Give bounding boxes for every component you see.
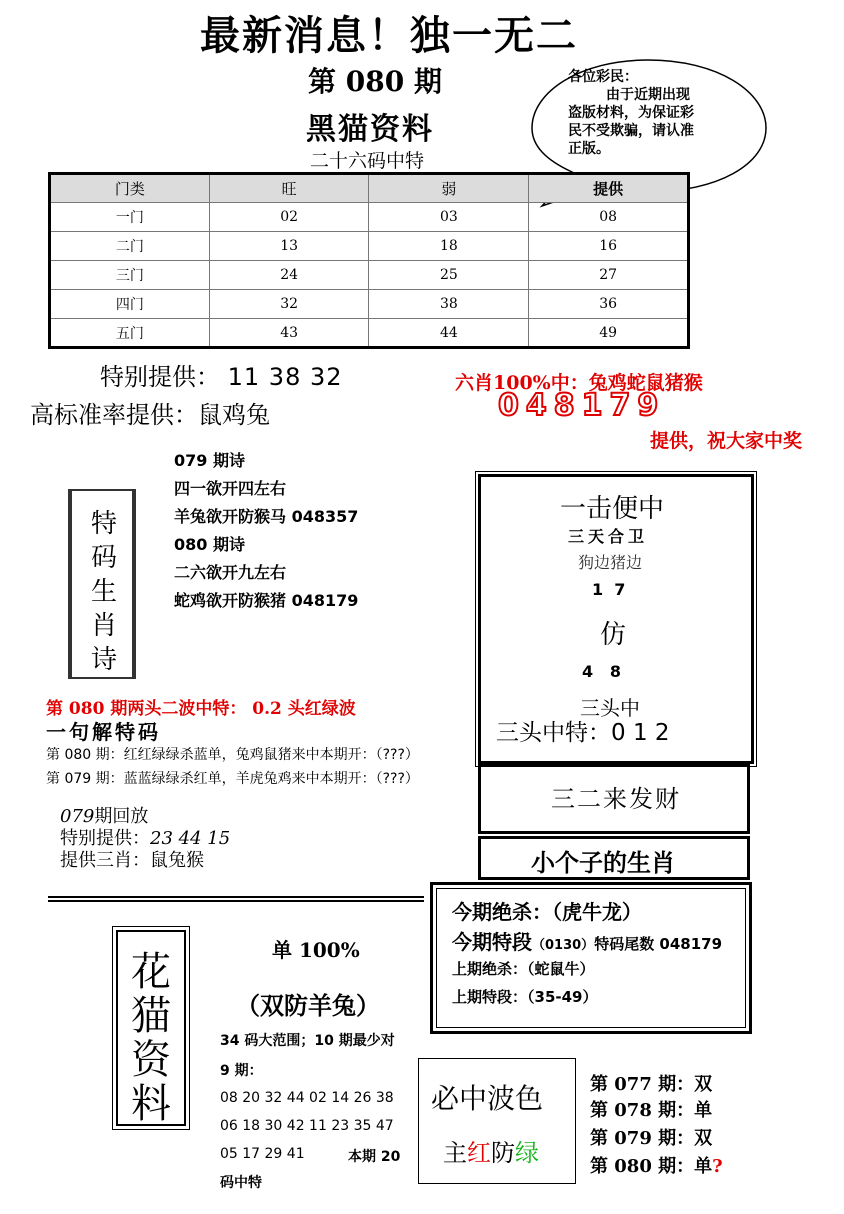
range-line: 码中特: [220, 1175, 262, 1191]
poem-line: 蛇鸡欲开防猴猪 048179: [174, 591, 359, 610]
period-line: 第 079 期：蓝蓝绿绿杀红单，羊虎兔鸡来中本期开：（???）: [46, 771, 419, 787]
review-block: [60, 806, 230, 872]
table-header: 门类: [50, 174, 210, 203]
big-number: 048179: [498, 388, 666, 423]
table-cell: 02: [209, 203, 369, 232]
history-value: 双: [694, 1128, 713, 1149]
poem-side-char: 码: [90, 543, 117, 573]
table-row: [50, 319, 689, 348]
wave-color-part: 主: [443, 1139, 467, 1167]
table-row: [50, 203, 689, 232]
kill-line: 今期绝杀：（虎牛龙）: [452, 900, 642, 924]
wave-color-part: 绿: [515, 1139, 539, 1167]
poem-side-char: 生: [90, 577, 117, 607]
table-header: 弱: [369, 174, 529, 203]
history-label: 第 079 期：: [590, 1128, 695, 1149]
table-cell: 27: [529, 261, 689, 290]
special-offer: [100, 357, 343, 392]
history-value: 双: [694, 1074, 713, 1095]
one-hit-line: 仿: [600, 620, 627, 650]
huamao-char: 猫: [131, 993, 171, 1039]
review-part: 提供三肖：鼠兔猴: [60, 850, 204, 871]
table-cell: 24: [209, 261, 369, 290]
poem-line: 四一欲开四左右: [174, 479, 287, 498]
range-line: 08 20 32 44 02 14 26 38: [220, 1090, 394, 1106]
issue-number: 第 080 期: [308, 65, 442, 98]
small-zodiac-text: 小个子的生肖: [531, 848, 675, 877]
table-cell: 二门: [50, 232, 210, 261]
range-line: 34 码大范围；10 期最少对: [220, 1033, 395, 1049]
huamao-char: 料: [131, 1081, 171, 1127]
poem-line: 079 期诗: [174, 451, 245, 470]
history-line: [590, 1124, 712, 1150]
review-part: 期回放: [94, 806, 149, 827]
table-cell: 18: [369, 232, 529, 261]
history-label: 第 080 期：: [590, 1156, 695, 1177]
range-line: 06 18 30 42 11 23 35 47: [220, 1118, 394, 1134]
table-cell: 25: [369, 261, 529, 290]
data-name-title: 黑猫资料: [306, 112, 434, 147]
history-value: 单: [694, 1156, 713, 1177]
special-label: 特别提供：: [100, 363, 220, 391]
range-line: 9 期：: [220, 1063, 263, 1079]
table-cell: 四门: [50, 290, 210, 319]
table-row: [50, 290, 689, 319]
single-100: 单 100%: [272, 938, 360, 962]
poem-side-char: 肖: [90, 611, 117, 641]
bubble-line: 由于近期出现: [606, 87, 690, 103]
high-standard-line: 高标准率提供：鼠鸡兔: [30, 401, 270, 429]
review-part: 079: [60, 806, 95, 827]
table-row: [50, 261, 689, 290]
table-cell: 16: [529, 232, 689, 261]
wave-color-part: 防: [491, 1139, 515, 1167]
range-line: 05 17 29 41: [220, 1146, 305, 1162]
bubble-line: 各位彩民：: [568, 69, 638, 85]
one-hit-line: 三头中: [580, 696, 640, 720]
one-hit-line: 4 8: [582, 662, 621, 681]
table-cell: 38: [369, 290, 529, 319]
huamao-char: 资: [131, 1037, 171, 1083]
history-label: 第 077 期：: [590, 1074, 695, 1095]
history-mark: ?: [712, 1156, 723, 1177]
table-cell: 13: [209, 232, 369, 261]
double-guard: （双防羊兔）: [236, 991, 380, 1020]
two-head-line: 第 080 期两头二波中特： 0.2 头红绿波: [46, 699, 356, 719]
table-header: 旺: [209, 174, 369, 203]
table-cell: 五门: [50, 319, 210, 348]
wave-color-line: [443, 1133, 539, 1168]
poem-side-box: [68, 489, 136, 679]
table-cell: 49: [529, 319, 689, 348]
bubble-line: 盗版材料，为保证彩: [568, 105, 694, 121]
history-line: [590, 1096, 712, 1122]
divider: [48, 896, 424, 902]
table-cell: 三门: [50, 261, 210, 290]
kill-line-part: 今期特段: [452, 930, 532, 954]
poem-line: 羊兔欲开防猴马 048357: [174, 507, 359, 526]
subtitle: 二十六码中特: [310, 150, 425, 172]
wave-color-title: 必中波色: [431, 1082, 544, 1115]
table-cell: 44: [369, 319, 529, 348]
small-zodiac-box: [478, 836, 750, 880]
poem-side-char: 诗: [90, 645, 117, 675]
poem-side-char: 特: [90, 509, 117, 539]
kill-line-part: （0130）: [532, 938, 595, 953]
wish-line: 提供，祝大家中奖: [650, 430, 803, 452]
review-part: 23 44 15: [150, 828, 231, 849]
six-zodiac-line: 六肖100%中：兔鸡蛇鼠猪猴: [455, 372, 703, 394]
table-cell: 43: [209, 319, 369, 348]
kill-line-part: 特码尾数 048179: [594, 935, 723, 953]
door-table: [48, 172, 690, 349]
table-header: 提供: [529, 174, 689, 203]
bubble-line: 正版。: [568, 141, 610, 157]
one-hit-line: 1 7: [592, 580, 626, 599]
wave-color-box: [418, 1058, 576, 1184]
history-line: [590, 1070, 712, 1096]
poem-line: 080 期诗: [174, 535, 245, 554]
one-hit-title: 一击便中: [560, 494, 665, 524]
range-line: 本期 20: [348, 1149, 401, 1165]
kill-line: [452, 926, 722, 955]
three-two-text: 三二来发财: [551, 785, 681, 813]
table-cell: 03: [369, 203, 529, 232]
special-numbers: 11 38 32: [227, 363, 343, 391]
one-hit-line: 狗边猪边: [578, 553, 643, 572]
bubble-line: 民不受欺骗，请认准: [568, 123, 694, 139]
three-head-line: 三头中特：0 1 2: [496, 720, 670, 746]
period-line: 第 080 期：红红绿绿杀蓝单，兔鸡鼠猪来中本期开：（???）: [46, 747, 419, 763]
review-part: 特别提供：: [60, 828, 150, 849]
table-cell: 一门: [50, 203, 210, 232]
wave-color-part: 红: [467, 1139, 491, 1167]
kill-line: 上期特段：（35-49）: [452, 988, 598, 1006]
one-hit-line: 三天合卫: [568, 527, 649, 546]
history-label: 第 078 期：: [590, 1100, 695, 1121]
table-cell: 08: [529, 203, 689, 232]
history-value: 单: [694, 1100, 713, 1121]
table-row: [50, 232, 689, 261]
one-sentence-title: 一句解特码: [46, 720, 161, 744]
huamao-side-box: [116, 930, 186, 1126]
poem-line: 二六欲开九左右: [174, 563, 287, 582]
bubble-text: [568, 68, 728, 157]
table-cell: 32: [209, 290, 369, 319]
history-line: [590, 1152, 723, 1178]
main-title: 最新消息！独一无二: [200, 12, 578, 59]
three-two-box: [478, 764, 750, 834]
huamao-char: 花: [131, 949, 171, 995]
table-header-row: [50, 174, 689, 203]
kill-line: 上期绝杀：（蛇鼠牛）: [452, 960, 595, 978]
table-cell: 36: [529, 290, 689, 319]
